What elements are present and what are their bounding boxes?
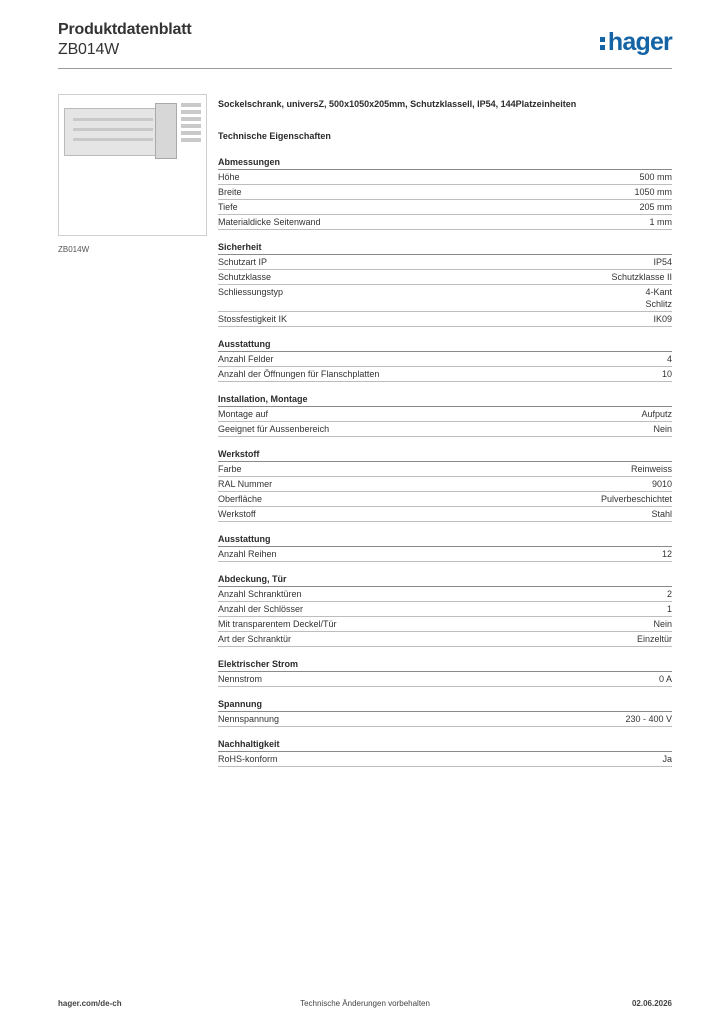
property-label: Anzahl Schranktüren (218, 589, 302, 599)
property-label: Oberfläche (218, 494, 263, 504)
section-title: Sicherheit (218, 241, 672, 255)
property-row (218, 587, 672, 602)
property-value: Nein (653, 619, 672, 629)
property-label: Schliessungstyp (218, 287, 284, 297)
product-details (218, 98, 672, 778)
property-label: Geeignet für Aussenbereich (218, 424, 330, 434)
section-installation-montage (218, 393, 672, 437)
property-label: Montage auf (218, 409, 269, 419)
property-row (218, 752, 672, 767)
property-value: 0 A (658, 674, 672, 684)
section-ausstattung (218, 533, 672, 562)
property-row (218, 617, 672, 632)
page-header (58, 20, 672, 60)
section-title: Abmessungen (218, 156, 672, 170)
property-row (218, 200, 672, 215)
property-value: Reinweiss (630, 464, 672, 474)
property-row (218, 492, 672, 507)
property-row (218, 255, 672, 270)
cabinet-door-illustration (155, 103, 177, 159)
property-value: 500 mm (639, 172, 672, 182)
property-value: 10 (661, 369, 672, 379)
property-label: RAL Nummer (218, 479, 273, 489)
property-row (218, 407, 672, 422)
property-label: Breite (218, 187, 242, 197)
section-ausstattung (218, 338, 672, 382)
property-row (218, 547, 672, 562)
property-label: Anzahl Felder (218, 354, 274, 364)
property-value: 12 (661, 549, 672, 559)
property-row (218, 462, 672, 477)
property-row (218, 270, 672, 285)
property-value: Einzeltür (636, 634, 672, 644)
header-divider (58, 68, 672, 69)
property-row (218, 312, 672, 327)
section-sicherheit (218, 241, 672, 327)
property-value: 1050 mm (634, 187, 672, 197)
property-label: Anzahl Reihen (218, 549, 277, 559)
property-value: 205 mm (639, 202, 672, 212)
property-value: 1 mm (649, 217, 672, 227)
section-title: Elektrischer Strom (218, 658, 672, 672)
property-row (218, 352, 672, 367)
property-row (218, 422, 672, 437)
property-row (218, 507, 672, 522)
property-label: Schutzklasse (218, 272, 272, 282)
properties-sections (218, 156, 672, 767)
property-label: Farbe (218, 464, 242, 474)
product-image (58, 94, 207, 236)
property-row (218, 477, 672, 492)
property-row (218, 185, 672, 200)
section-title: Ausstattung (218, 338, 672, 352)
section-title: Ausstattung (218, 533, 672, 547)
logo-text: hager (607, 28, 672, 56)
property-value: Schutzklasse II (611, 272, 672, 282)
property-label: Art der Schranktür (218, 634, 292, 644)
product-code: ZB014W (58, 41, 120, 58)
property-row (218, 367, 672, 382)
section-abmessungen (218, 156, 672, 230)
property-label: Stossfestigkeit IK (218, 314, 288, 324)
hager-logo (600, 28, 672, 57)
footer-date: 02.06.2026 (631, 999, 672, 1008)
cabinet-illustration (64, 108, 162, 156)
property-label: Anzahl der Schlösser (218, 604, 304, 614)
property-row (218, 215, 672, 230)
property-label: Schutzart IP (218, 257, 268, 267)
property-label: Nennspannung (218, 714, 280, 724)
logo-dots-icon (600, 34, 606, 52)
section-title: Installation, Montage (218, 393, 672, 407)
property-value: IK09 (653, 314, 672, 324)
property-label: Anzahl der Öffnungen für Flanschplatten (218, 369, 380, 379)
section-werkstoff (218, 448, 672, 522)
property-value: Stahl (651, 509, 672, 519)
property-label: RoHS-konform (218, 754, 278, 764)
property-row (218, 712, 672, 727)
property-value: 9010 (651, 479, 672, 489)
technical-properties-heading: Technische Eigenschaften (218, 131, 331, 141)
property-value: Pulverbeschichtet (600, 494, 672, 504)
property-row (218, 602, 672, 617)
property-label: Nennstrom (218, 674, 263, 684)
property-value: 4-Kant Schlitz (645, 287, 672, 309)
property-label: Mit transparentem Deckel/Tür (218, 619, 337, 629)
property-value: 2 (666, 589, 672, 599)
property-row (218, 672, 672, 687)
section-title: Werkstoff (218, 448, 672, 462)
property-value: 4 (666, 354, 672, 364)
footer-note: Technische Änderungen vorbehalten (300, 999, 430, 1008)
accessory-parts-illustration (181, 103, 201, 153)
section-title: Spannung (218, 698, 672, 712)
property-label: Tiefe (218, 202, 238, 212)
property-value: Aufputz (641, 409, 672, 419)
property-value: Ja (662, 754, 672, 764)
property-label: Werkstoff (218, 509, 256, 519)
property-value: 1 (666, 604, 672, 614)
section-title: Nachhaltigkeit (218, 738, 672, 752)
property-value: Nein (653, 424, 672, 434)
property-row (218, 632, 672, 647)
property-label: Höhe (218, 172, 240, 182)
section-nachhaltigkeit (218, 738, 672, 767)
property-row (218, 285, 672, 312)
property-value: 230 - 400 V (625, 714, 672, 724)
property-row (218, 170, 672, 185)
section-spannung (218, 698, 672, 727)
footer-website[interactable]: hager.com/de-ch (58, 999, 122, 1008)
property-label: Materialdicke Seitenwand (218, 217, 321, 227)
section-abdeckung-tür (218, 573, 672, 647)
image-caption: ZB014W (58, 245, 90, 254)
property-value: IP54 (653, 257, 672, 267)
document-title: Produktdatenblatt (58, 21, 192, 38)
section-title: Abdeckung, Tür (218, 573, 672, 587)
product-description: Sockelschrank, universZ, 500x1050x205mm, Schutzklassell, IP54, 144Platzeinheiten (218, 99, 577, 109)
section-elektrischer-strom (218, 658, 672, 687)
